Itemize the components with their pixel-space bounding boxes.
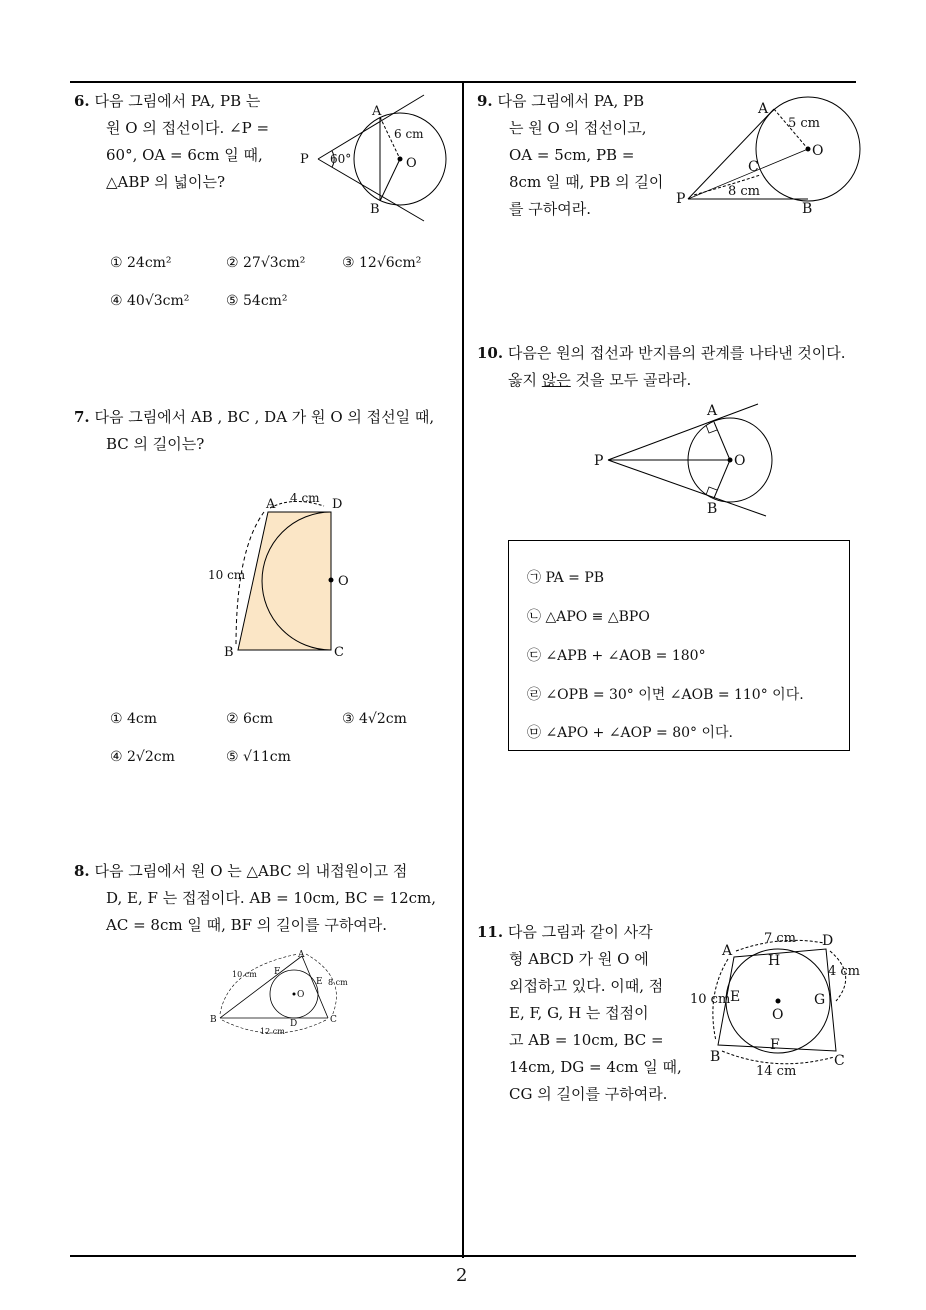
point-O-label: O	[812, 143, 824, 159]
q7-figure	[206, 490, 366, 665]
point-A-label: A	[722, 943, 733, 959]
question-text: 다음 그림에서 AB , BC , DA 가 원 O 의 접선일 때,	[94, 408, 435, 426]
question-number: 8.	[74, 862, 90, 880]
point-F-label: F	[274, 967, 281, 977]
option-3[interactable]: ㉢ ∠APB + ∠AOB = 180°	[527, 648, 706, 664]
question-7	[74, 404, 459, 458]
length-label-pc: 8 cm	[728, 184, 761, 199]
point-E-label: E	[316, 977, 323, 987]
choice-3[interactable]: ③ 12√6cm²	[342, 255, 422, 271]
point-E-label: E	[730, 989, 741, 1005]
question-text: 다음 그림에서 원 O 는 △ABC 의 내접원이고 점	[94, 862, 408, 880]
point-O-label: O	[772, 1007, 784, 1023]
point-O-label: O	[734, 453, 746, 469]
question-text: D, E, F 는 접점이다. AB = 10cm, BC = 12cm,	[106, 889, 437, 907]
option-4[interactable]: ㉣ ∠OPB = 30° 이면 ∠AOB = 110° 이다.	[527, 687, 804, 703]
point-A-label: A	[266, 497, 276, 512]
length-label-ad: 7 cm	[764, 931, 797, 946]
point-A-label: A	[758, 101, 769, 117]
question-11	[477, 919, 682, 1108]
question-text: 는 원 O 의 접선이고,	[509, 119, 647, 137]
length-label-ac: 8 cm	[328, 978, 348, 987]
question-6	[74, 88, 294, 196]
page-number: 2	[456, 1265, 468, 1286]
question-10	[477, 340, 862, 394]
point-O-label: O	[297, 990, 305, 1000]
option-5[interactable]: ㉤ ∠APO + ∠AOP = 80° 이다.	[527, 725, 733, 741]
question-text: 8cm 일 때, PB 의 길이	[509, 173, 664, 191]
question-number: 6.	[74, 92, 90, 110]
point-G-label: G	[814, 992, 826, 1008]
question-number: 11.	[477, 923, 504, 941]
bottom-rule	[70, 1255, 856, 1257]
question-text: E, F, G, H 는 접점이	[509, 1004, 649, 1022]
angle-label: 60°	[330, 152, 352, 166]
point-C-label: C	[330, 1015, 337, 1025]
question-9	[477, 88, 667, 223]
question-text: 다음 그림에서 PA, PB 는	[94, 92, 261, 110]
question-number: 9.	[477, 92, 493, 110]
point-B-label: B	[707, 501, 718, 517]
point-C-label: C	[334, 645, 344, 660]
choice-2[interactable]: ② 27√3cm²	[226, 255, 306, 271]
question-text: 외접하고 있다. 이때, 점	[509, 977, 664, 995]
column-divider	[462, 81, 464, 1258]
length-label-bc: 12 cm	[260, 1027, 285, 1036]
question-text: △ABP 의 넓이는?	[106, 173, 226, 191]
length-label-ab: 10 cm	[690, 992, 731, 1007]
question-text: AC = 8cm 일 때, BF 의 길이를 구하여라.	[106, 916, 388, 934]
question-text: 60°, OA = 6cm 일 때,	[106, 146, 263, 164]
question-text: 고 AB = 10cm, BC =	[509, 1031, 664, 1049]
choice-5[interactable]: ⑤ √11cm	[226, 749, 291, 765]
question-text: OA = 5cm, PB =	[509, 146, 635, 164]
question-text: 형 ABCD 가 원 O 에	[509, 950, 649, 968]
q10-figure	[590, 400, 770, 520]
length-label-top: 4 cm	[290, 491, 320, 505]
question-text: 14cm, DG = 4cm 일 때,	[509, 1058, 682, 1076]
choice-1[interactable]: ① 4cm	[110, 711, 158, 727]
choice-4[interactable]: ④ 2√2cm	[110, 749, 175, 765]
point-D-label: D	[822, 933, 834, 949]
point-D-label: D	[332, 497, 343, 512]
length-label-ab: 10 cm	[232, 970, 257, 979]
question-text: 다음 그림에서 PA, PB	[497, 92, 645, 110]
question-text: 것을 모두 골라라.	[575, 371, 692, 389]
choice-5[interactable]: ⑤ 54cm²	[226, 293, 288, 309]
question-text: 원 O 의 접선이다. ∠P =	[106, 119, 270, 137]
q10-options-box	[508, 540, 850, 751]
question-number: 7.	[74, 408, 90, 426]
length-label-dg: 4 cm	[828, 964, 861, 979]
option-2[interactable]: ㉡ △APO ≡ △BPO	[527, 609, 650, 625]
q8-figure	[208, 948, 356, 1040]
point-B-label: B	[370, 202, 380, 217]
length-label: 6 cm	[394, 127, 424, 141]
point-B-label: B	[802, 201, 813, 217]
length-label-bc: 14 cm	[756, 1064, 797, 1079]
point-H-label: H	[768, 953, 781, 969]
point-P-label: P	[594, 453, 604, 469]
choice-2[interactable]: ② 6cm	[226, 711, 274, 727]
point-F-label: F	[770, 1037, 780, 1053]
point-C-label: C	[748, 159, 759, 175]
point-P-label: P	[300, 152, 309, 167]
point-A-label: A	[707, 403, 718, 419]
question-text: 옳지	[508, 371, 537, 389]
question-text: 다음은 원의 접선과 반지름의 관계를 나타낸 것이다.	[507, 344, 846, 362]
q11-figure	[688, 925, 863, 1080]
choice-4[interactable]: ④ 40√3cm²	[110, 293, 190, 309]
question-text: CG 의 길이를 구하여라.	[509, 1085, 668, 1103]
length-label-side: 10 cm	[208, 568, 246, 582]
point-B-label: B	[710, 1049, 721, 1065]
q6-figure	[296, 95, 456, 225]
point-O-label: O	[406, 156, 417, 171]
point-P-label: P	[676, 191, 686, 207]
q9-figure	[676, 95, 866, 220]
question-number: 10.	[477, 344, 504, 362]
question-text: 를 구하여라.	[509, 200, 591, 218]
question-8	[74, 858, 459, 939]
point-B-label: B	[210, 1015, 217, 1025]
point-C-label: C	[834, 1053, 845, 1069]
choice-3[interactable]: ③ 4√2cm	[342, 711, 407, 727]
choice-1[interactable]: ① 24cm²	[110, 255, 172, 271]
point-A-label: A	[372, 104, 382, 119]
question-text: BC 의 길이는?	[106, 435, 205, 453]
underlined-text: 않은	[541, 371, 571, 389]
question-text: 다음 그림과 같이 사각	[507, 923, 653, 941]
length-label-r: 5 cm	[788, 116, 821, 131]
point-A-label: A	[298, 950, 305, 960]
point-D-label: D	[290, 1019, 298, 1029]
option-1[interactable]: ㉠ PA = PB	[527, 570, 605, 586]
point-B-label: B	[224, 645, 234, 660]
point-O-label: O	[338, 574, 349, 589]
